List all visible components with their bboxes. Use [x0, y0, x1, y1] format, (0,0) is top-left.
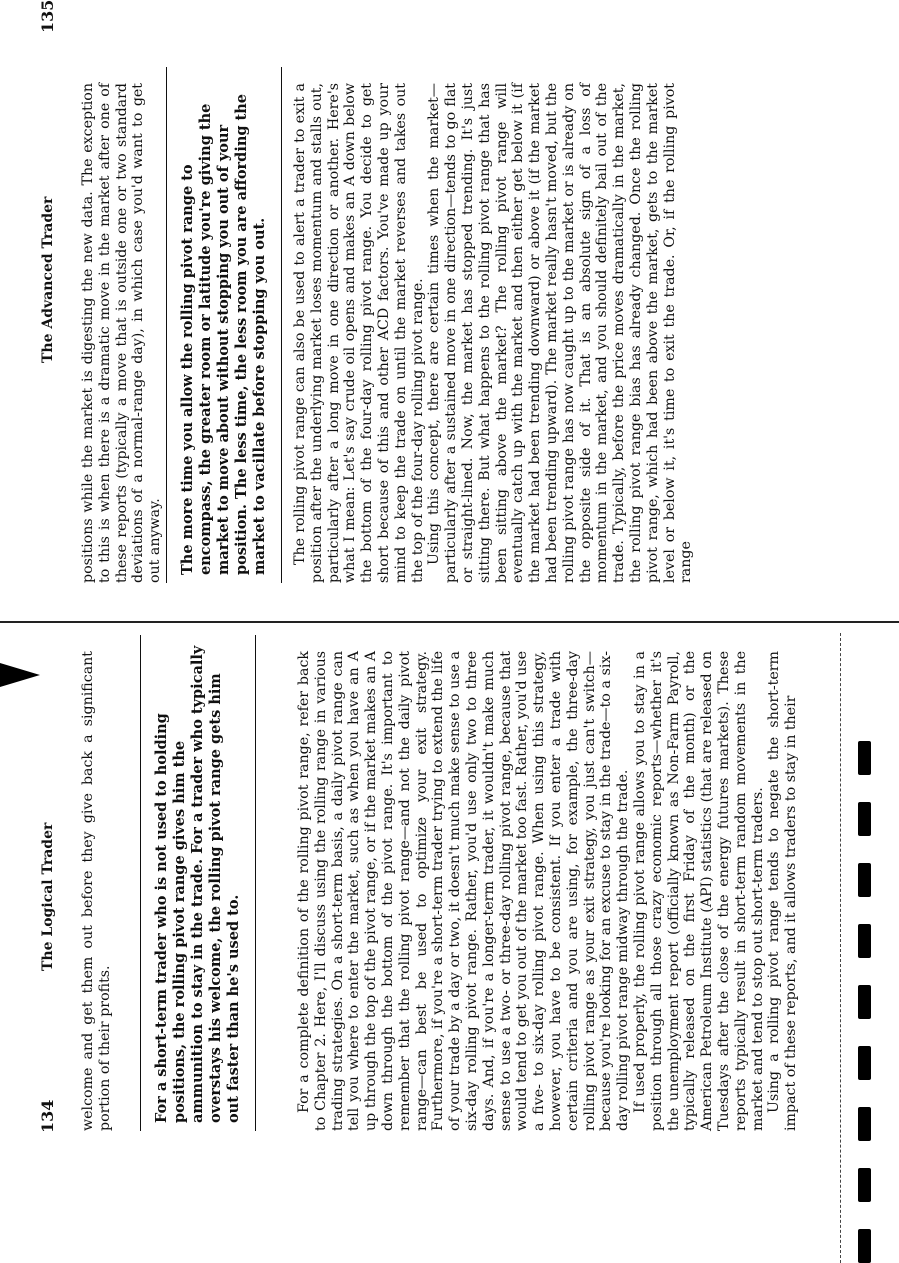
binding-dash — [858, 863, 871, 897]
callout-box: For a short-term trader who is not used to holding positions, the rolling pivot range gives him the ammunition to stay in the trade. For a trader who typically overstays his welcome, the rolling pivot range gets him out faster than he's used to. — [140, 635, 256, 1131]
binding-dash — [858, 1046, 871, 1080]
running-head: The Logical Trader — [40, 822, 56, 971]
page-number: 134 — [38, 1099, 57, 1133]
body-text — [296, 651, 800, 1131]
body-paragraph: For a complete definition of the rolling pivot range, refer back to Chapter 2. Here, I'll discuss using the rolling range in various trading strategies. On a short-term basis, a daily pivot range can tell you where to enter the market, such as when you have an A up through the top of the pivot range, or if the market makes an A down through the bottom of the pivot range. It's important to remember that the rolling pivot range—and not the daily pivot range—can best be used to optimize your exit strategy. Furthermore, if you're a short-term trader trying to extend the life of your trade by a day or two, it doesn't much make sense to use a six-day rolling pivot range. Rather, you'd use only two to three days. And, if you're a longer-term trader, it wouldn't make much sense to use a two- or three-day rolling pivot range, because that would tend to get you out of the market too fast. Rather, you'd use a five- to six-day rolling pivot range. When using this strategy, however, you have to be consistent. If you enter a trade with certain criteria and you are using, for example, the three-day rolling pivot range as your exit strategy, you just can't switch—because you're looking for an excuse to stay in the trade—to a six-day rolling pivot range midway through the trade. — [296, 651, 632, 1131]
callout-box: The more time you allow the rolling pivot range to encompass, the greater room or latitude you're giving the market to move about without stopping you out of your position. The less time, the less room you are affording the market to vacillate before stopping you out. — [166, 67, 282, 583]
body-paragraph: Using a rolling pivot range tends to negate the short-term impact of these reports, and it allows traders to stay in their — [766, 651, 800, 1131]
binding-dash — [858, 741, 871, 775]
body-paragraph: If used properly, the rolling pivot range allows you to stay in a position through all those crazy economic reports—whether it's the unemployment report (officially known as Non-Farm Payroll, typically released on the first Friday of the month) or the American Petroleum Institute (API) statistics (that are released on Tuesdays after the close of the energy futures markets). These reports typically result in short-term random movements in the market and tend to stop out short-term traders. — [631, 651, 766, 1131]
binding-dash — [858, 1107, 871, 1141]
binding-dash — [858, 924, 871, 958]
binding-dashes — [858, 741, 871, 1263]
intro-paragraph: positions while the market is digesting the new data. The exception to this is when there is a dramatic move in the market after one of these reports (typically a move that is outside one or two standard deviations of a normal-range day), in which case you'd want to get out anyway. — [80, 83, 164, 583]
intro-text — [80, 651, 114, 1131]
intro-text — [80, 83, 164, 583]
body-text — [292, 83, 695, 583]
body-paragraph: The rolling pivot range can also be used to alert a trader to exit a position after the underlying market loses momentum and stalls out, particularly after a long move in one direction or another. Here's what I mean: Let's say crude oil opens and makes an A down below the bottom of the four-day rolling pivot range. You decide to get short because of this and other ACD factors. You've made up your mind to keep the trade on until the market reverses and takes out the top of the four-day rolling pivot range. — [292, 83, 426, 583]
left-page — [0, 623, 899, 1263]
binding-dash — [858, 802, 871, 836]
right-page — [0, 0, 899, 623]
body-paragraph: Using this concept, there are certain times when the market—particularly after a sustained move in one direction—tends to go flat or straight-lined. Now, the market has stopped trending. It's just sitting there. But what happens to the rolling pivot range that has been sitting above the market? The rolling pivot range will eventually catch up with the market and then either get below it (if the market had been trending downward) or above it (if the market had been trending upward). The market really hasn't moved, but the rolling pivot range has now caught up to the market or is already on the opposite side of it. That is an absolute sign of a loss of momentum in the market, and you should definitely bail out of the trade. Typically, before the price moves dramatically in the market, the rolling pivot range bias has already changed. Once the rolling pivot range, which had been above the market, gets to the market level or below it, it's time to exit the trade. Or, if the rolling pivot range — [426, 83, 695, 583]
page-number: 135 — [38, 0, 57, 33]
binding-dash — [858, 1168, 871, 1202]
page-divider — [0, 621, 899, 623]
intro-paragraph: welcome and get them out before they give back a significant portion of their profits. — [80, 651, 113, 1131]
binding-dash — [858, 1229, 871, 1263]
binding-dash — [858, 985, 871, 1019]
fold-line — [840, 633, 842, 1263]
spine-arrow — [0, 663, 40, 687]
running-head: The Advanced Trader — [40, 196, 56, 363]
